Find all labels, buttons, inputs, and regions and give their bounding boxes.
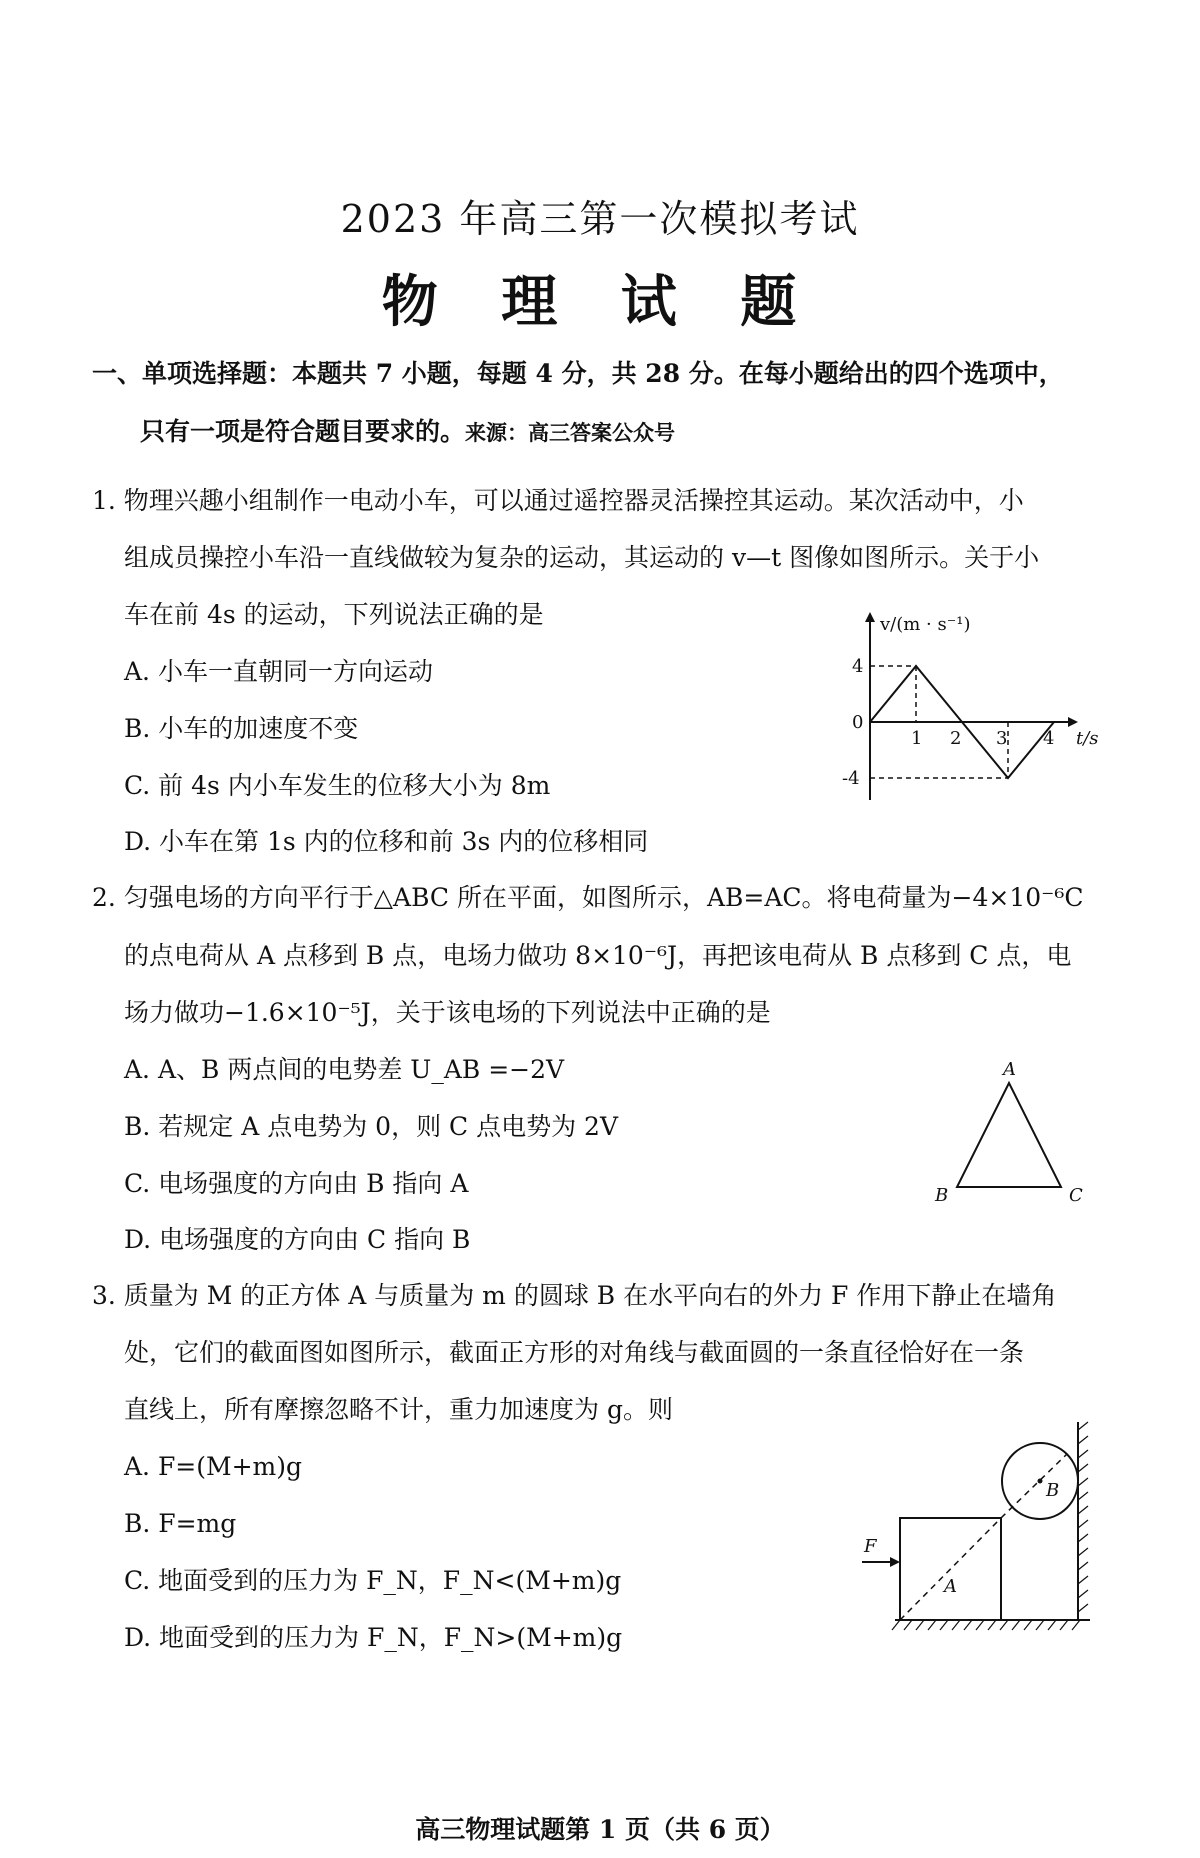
q3-option-a: A. F=(M+m)g — [124, 1452, 303, 1481]
q1-option-d: D. 小车在第 1s 内的位移和前 3s 内的位移相同 — [124, 827, 649, 856]
q3-option-d: D. 地面受到的压力为 F_N，F_N>(M+m)g — [124, 1623, 623, 1652]
vt-xtick-3: 3 — [996, 728, 1008, 749]
section-heading-cont — [140, 416, 675, 449]
q2-option-a: A. A、B 两点间的电势差 U_AB =−2V — [124, 1055, 565, 1084]
section-heading-cont-text: 只有一项是符合题目要求的。 — [140, 417, 466, 446]
source-note: 来源：高三答案公众号 — [465, 421, 676, 445]
q2-stem-line2: 的点电荷从 A 点移到 B 点，电场力做功 8×10⁻⁶J，再把该电荷从 B 点移到 C 点，电 — [124, 941, 1072, 970]
vt-ytick-4: 4 — [852, 656, 864, 677]
q1-option-c: C. 前 4s 内小车发生的位移大小为 8m — [124, 771, 551, 800]
q3-option-b: B. F=mg — [124, 1509, 237, 1538]
label-f: F — [864, 1536, 877, 1557]
page-title: 物 理 试 题 — [381, 269, 819, 335]
label-b: B — [935, 1185, 949, 1206]
force-arrowhead — [890, 1557, 900, 1567]
q2-option-d: D. 电场强度的方向由 C 指向 B — [124, 1225, 471, 1254]
q1-option-b: B. 小车的加速度不变 — [124, 714, 359, 743]
q1-stem-line3: 车在前 4s 的运动，下列说法正确的是 — [124, 600, 544, 629]
q3-block-sphere-figure — [850, 1410, 1110, 1640]
label-a: A — [1003, 1059, 1016, 1080]
q3-stem-line2: 处，它们的截面图如图所示，截面正方形的对角线与截面圆的一条直径恰好在一条 — [124, 1338, 1025, 1367]
vt-ylabel: v/(m · s⁻¹) — [880, 614, 971, 635]
exam-subtitle: 2023 年高三第一次模拟考试 — [340, 197, 860, 241]
vt-xlabel: t/s — [1076, 728, 1099, 749]
q1-option-a: A. 小车一直朝同一方向运动 — [124, 657, 433, 686]
q3-stem-line1: 3. 质量为 M 的正方体 A 与质量为 m 的圆球 B 在水平向右的外力 F 作用下静止在墙角 — [92, 1281, 1057, 1310]
q3-option-c: C. 地面受到的压力为 F_N，F_N<(M+m)g — [124, 1566, 622, 1595]
wall-hatching — [1078, 1422, 1088, 1612]
ground-hatching — [892, 1620, 1080, 1630]
q3-stem-line3: 直线上，所有摩擦忽略不计，重力加速度为 g。则 — [124, 1395, 673, 1424]
vt-ytick-0: 0 — [852, 712, 864, 733]
triangle-abc — [957, 1083, 1061, 1187]
vt-ytick-neg4: -4 — [842, 768, 860, 789]
q2-option-b: B. 若规定 A 点电势为 0，则 C 点电势为 2V — [124, 1112, 618, 1141]
section-heading: 一、单项选择题：本题共 7 小题，每题 4 分，共 28 分。在每小题给出的四个选项中， — [92, 359, 1064, 388]
q1-stem-line1: 1. 物理兴趣小组制作一电动小车，可以通过遥控器灵活操控其运动。某次活动中，小 — [92, 486, 1024, 515]
vt-x-arrow — [1068, 717, 1078, 727]
q2-option-c: C. 电场强度的方向由 B 指向 A — [124, 1169, 469, 1198]
sphere-center — [1038, 1479, 1043, 1484]
vt-xtick-1: 1 — [911, 728, 923, 749]
label-c: C — [1069, 1185, 1083, 1206]
vt-xtick-2: 2 — [950, 728, 962, 749]
page-footer: 高三物理试题第 1 页（共 6 页） — [415, 1815, 785, 1844]
vt-y-arrow — [865, 612, 875, 622]
q1-vt-graph — [840, 610, 1120, 810]
block-diagonal — [900, 1518, 1001, 1620]
q2-stem-line3: 场力做功−1.6×10⁻⁵J，关于该电场的下列说法中正确的是 — [124, 998, 771, 1027]
label-block-a: A — [944, 1576, 957, 1597]
vt-xtick-4: 4 — [1043, 728, 1055, 749]
q1-stem-line2: 组成员操控小车沿一直线做较为复杂的运动，其运动的 v—t 图像如图所示。关于小 — [124, 543, 1040, 572]
q2-stem-line1: 2. 匀强电场的方向平行于△ABC 所在平面，如图所示，AB=AC。将电荷量为−4×10⁻⁶C — [92, 883, 1084, 912]
label-sphere-b: B — [1046, 1480, 1060, 1501]
q2-triangle-figure — [925, 1055, 1095, 1205]
